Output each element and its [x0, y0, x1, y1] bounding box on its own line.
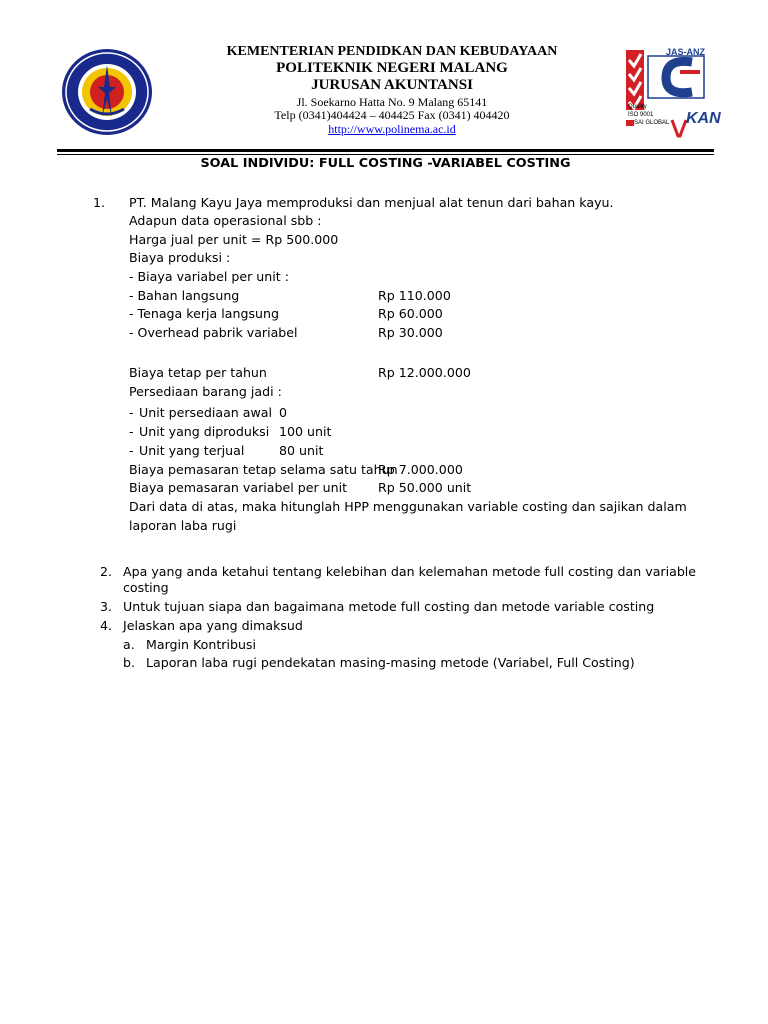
q1-prod-cost: Biaya produksi : [129, 250, 231, 265]
cost-item-value: Rp 60.000 [378, 306, 443, 321]
marketing-variable-value: Rp 50.000 unit [378, 480, 472, 495]
q1-instruction: Dari data di atas, maka hitunglah HPP menggunakan variable costing dan sajikan dalam [129, 499, 687, 514]
cost-item-value: Rp 110.000 [378, 288, 451, 303]
cert-kan: KAN [686, 110, 721, 127]
ministry-name: KEMENTERIAN PENDIDKAN DAN KEBUDAYAAN [226, 44, 558, 59]
inventory-item-label: Unit yang diproduksi [139, 424, 270, 439]
q2-text-cont: costing [123, 580, 169, 595]
phone-fax: Telp (0341)404424 – 404425 Fax (0341) 404420 [274, 108, 510, 122]
cert-jas-anz: JAS-ANZ [666, 47, 706, 57]
q1-instruction-cont: laporan laba rugi [129, 518, 237, 533]
inventory-item-value: 80 unit [279, 443, 324, 458]
inventory-item-label: Unit persediaan awal [139, 405, 273, 420]
q2-text: Apa yang anda ketahui tentang kelebihan dan kelemahan metode full costing dan variable [123, 564, 697, 579]
header-rule-thick [57, 149, 714, 152]
q1-data-label: Adapun data operasional sbb : [129, 213, 322, 228]
q4-sub-text: Margin Kontribusi [146, 637, 256, 652]
inventory-item-value: 0 [279, 405, 288, 420]
inventory-dash: - [129, 405, 134, 420]
q4-sub-letter: b. [123, 655, 135, 670]
inventory-label: Persediaan barang jadi : [129, 384, 282, 399]
q3-text: Untuk tujuan siapa dan bagaimana metode full costing dan metode variable costing [123, 599, 655, 614]
cost-item-label: - Tenaga kerja langsung [129, 306, 279, 321]
website-link[interactable]: http://www.polinema.ac.id [328, 122, 456, 136]
marketing-fixed-label: Biaya pemasaran tetap selama satu tahun [129, 462, 398, 477]
cost-item-label: - Bahan langsung [129, 288, 240, 303]
cert-sai-global: SAI GLOBAL [634, 120, 670, 126]
website-wrapper [190, 122, 594, 137]
address: Jl. Soekarno Hatta No. 9 Malang 65141 [296, 95, 488, 109]
cost-item-value: Rp 30.000 [378, 325, 443, 340]
marketing-fixed-value: Rp 7.000.000 [378, 462, 463, 477]
cert-quality: Quality [628, 104, 647, 110]
inventory-dash: - [129, 443, 134, 458]
inventory-dash: - [129, 424, 134, 439]
fixed-cost-value: Rp 12.000.000 [378, 365, 471, 380]
q1-intro: PT. Malang Kayu Jaya memproduksi dan menjual alat tenun dari bahan kayu. [129, 195, 614, 210]
q3-number: 3. [100, 599, 113, 614]
inventory-item-value: 100 unit [279, 424, 332, 439]
q1-var-per-unit: - Biaya variabel per unit : [129, 269, 289, 284]
header-rule-thin [57, 154, 714, 155]
department-name: JURUSAN AKUNTANSI [311, 77, 473, 93]
q2-number: 2. [100, 564, 113, 579]
q1-price: Harga jual per unit = Rp 500.000 [129, 232, 339, 247]
inventory-item-label: Unit yang terjual [139, 443, 245, 458]
q4-text: Jelaskan apa yang dimaksud [123, 618, 303, 633]
q4-sub-text: Laporan laba rugi pendekatan masing-masing metode (Variabel, Full Costing) [146, 655, 635, 670]
cert-iso: ISO 9001 [628, 112, 654, 118]
cost-item-label: - Overhead pabrik variabel [129, 325, 298, 340]
institution-name: POLITEKNIK NEGERI MALANG [276, 60, 508, 76]
fixed-cost-label: Biaya tetap per tahun [129, 365, 267, 380]
q4-sub-letter: a. [123, 637, 135, 652]
q4-number: 4. [100, 618, 113, 633]
logo-left-text [68, 124, 83, 125]
q1-number: 1. [93, 195, 106, 210]
page-title: SOAL INDIVIDU: FULL COSTING -VARIABEL COSTING [200, 156, 571, 171]
marketing-variable-label: Biaya pemasaran variabel per unit [129, 480, 348, 495]
